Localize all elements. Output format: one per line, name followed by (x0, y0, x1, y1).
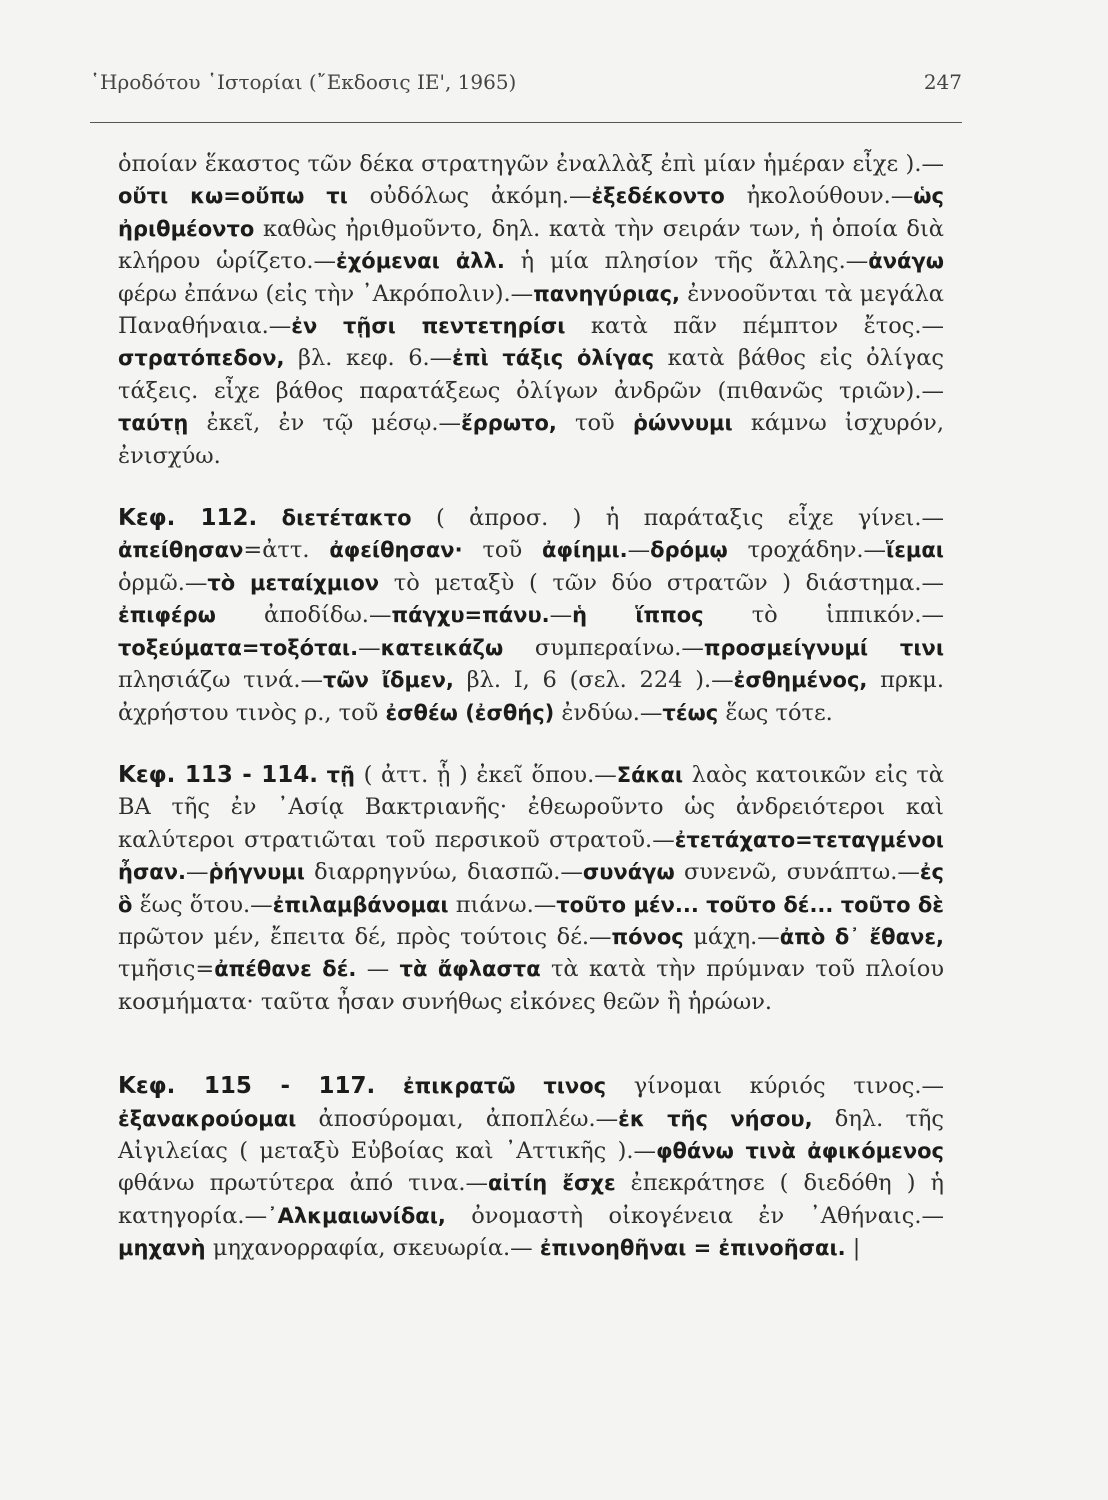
lemma: πόνος (611, 924, 684, 949)
lemma: ἐπιφέρω (118, 603, 216, 628)
lemma: μηχανὴ (118, 1236, 206, 1261)
text-run: γίνομαι κύριός τινος.— (606, 1073, 945, 1100)
text-run: πρῶτον μέν, ἔπειτα δέ, πρὸς τούτοις δέ.— (118, 923, 612, 950)
chapter-heading: Κεφ. 115 - 117. (118, 1073, 376, 1100)
paragraph-1 (118, 148, 944, 472)
lemma: οὔτι κω=οὔπω τι (118, 184, 348, 209)
text-run: τὰ κατὰ τὴν πρύμναν τοῦ πλοίου κοσμήματα· ταῦτα ἦσαν συνήθως εἰκόνες θεῶν ἢ ἡρώων. (118, 956, 944, 1015)
lemma: ἵεμαι (886, 538, 944, 563)
text-run: συμπεραίνω.— (503, 634, 704, 661)
text-run: τὸ ἱππικόν.— (703, 602, 944, 629)
lemma: ἔρρωτο, (461, 411, 557, 436)
text-run: φθάνω πρωτύτερα ἀπό τινα.— (118, 1170, 488, 1197)
text-run: μηχανορραφία, σκευωρία.— (205, 1235, 540, 1262)
lemma: ἡ ἵππος (572, 603, 704, 628)
lemma: ἀφείθησαν· (329, 538, 463, 563)
text-run: πλησιάζω τινά.— (118, 667, 323, 694)
lemma: φθάνω τινὰ ἀφικόμενος (656, 1138, 944, 1163)
lemma: αἰτίη ἔσχε (488, 1171, 616, 1196)
text-run: ὀνομαστὴ οἰκογένεια ἐν ᾿Αθήναις.— (445, 1202, 944, 1229)
lemma: τοῦτο μέν... τοῦτο δέ... τοῦτο δὲ (556, 892, 945, 917)
text-run: ἀποδίδω.— (215, 602, 392, 629)
lemma: ᾿Αλκμαιωνίδαι, (267, 1203, 446, 1228)
text-run: λαὸς κατοικῶν εἰς τὰ ΒΑ τῆς ἐν ᾿Ασίᾳ Βακτριανῆς· ἐθεωροῦντο ὡς ἀνδρειότεροι καὶ καλύτεροι στρατιῶται τοῦ περσικοῦ στρατοῦ.— (118, 761, 944, 853)
lemma: ἀπείθησαν (118, 538, 244, 563)
lemma: διετέτακτο (281, 506, 412, 531)
text-run: ἐπεκράτησε ( διεδόθη ) ἡ κατηγορία.— (118, 1170, 944, 1229)
text-run: φέρω ἐπάνω (εἰς τὴν ᾿Ακρόπολιν).— (118, 280, 534, 307)
lemma: ἐτετάχατο=τεταγμένοι ἦσαν. (118, 827, 944, 885)
lemma: στρατόπεδον, (118, 346, 285, 371)
text-run: =ἀττ. (243, 537, 330, 564)
chapter-heading: Κεφ. 113 - 114. (118, 761, 319, 788)
header-rule (90, 122, 962, 123)
lemma: ἐπιλαμβάνομαι (272, 892, 449, 917)
text-run: κάμνω ἰσχυρόν, ἐνισχύω. (118, 410, 945, 469)
text-run: ἀποσύρομαι, ἀποπλέω.— (296, 1105, 619, 1132)
text-run: οὐδόλως ἀκόμη.— (347, 183, 592, 210)
text-run: ὁρμῶ.— (118, 569, 208, 596)
paragraph-kef-115-117 (118, 1070, 944, 1264)
lemma: ἐν τῇσι πεντετηρίσι (291, 314, 566, 339)
lemma: δρόμῳ (650, 538, 728, 563)
text-run: δηλ. τῆς Αἰγιλείας ( μεταξὺ Εὐβοίας καὶ ᾿Αττικῆς ).— (118, 1105, 945, 1164)
lemma: τέως (662, 700, 719, 725)
lemma: προσμείγνυμί τινι (703, 635, 944, 660)
lemma: ἐκ τῆς νήσου, (618, 1106, 813, 1131)
lemma: πάγχυ=πάνυ. (391, 603, 550, 628)
lemma: ταύτῃ (118, 411, 189, 436)
text-run: καθὼς ἠριθμοῦντο, δηλ. κατὰ τὴν σειράν των, ἡ ὁποία διὰ κλήρου ὡρίζετο.— (118, 215, 944, 275)
lemma: τῇ (326, 762, 356, 787)
text-run: ἐννοοῦνται τὰ μεγάλα Παναθήναια.— (118, 280, 944, 340)
text-run: — (549, 602, 573, 629)
lemma: ἐσθέω (ἐσθής) (385, 700, 555, 725)
text-run: βλ. I, 6 (σελ. 224 ).— (453, 667, 734, 694)
text-run: — (186, 859, 209, 886)
text-run: τροχάδην.— (727, 537, 887, 564)
lemma: ἐς ὃ (118, 860, 944, 917)
lemma: ἐσθημένος, (733, 668, 868, 693)
text-run: ἡ μία πλησίον τῆς ἄλλης.— (504, 248, 869, 275)
commentary-body (118, 148, 944, 1265)
lemma: συνάγω (582, 860, 675, 885)
lemma: ἀφίημι. (542, 538, 628, 563)
lemma: τῶν ἴδμεν, (322, 668, 454, 693)
text-run: μάχη.— (683, 923, 780, 950)
text-run: ἠκολούθουν.— (724, 183, 914, 210)
text-run: βλ. κεφ. 6.— (284, 345, 453, 372)
text-run: — (358, 634, 381, 661)
lemma: πανηγύριας, (533, 281, 681, 306)
text-run: ( ἀπροσ. ) ἡ παράταξις εἶχε γίνει.— (411, 505, 944, 532)
lemma: τὰ ἄφλαστα (399, 957, 541, 982)
text-run: κατὰ πᾶν πέμπτον ἔτος.— (565, 313, 944, 340)
lemma: ὡς ἠριθμέοντο (118, 184, 944, 241)
page-number: 247 (923, 70, 962, 94)
lemma: ῥήγνυμι (208, 860, 305, 885)
lemma: ῥώννυμι (632, 411, 733, 436)
text-run: διαρρηγνύω, διασπῶ.— (304, 859, 583, 886)
text-run: κατὰ βάθος εἰς ὀλίγας τάξεις. εἶχε βάθος παρατάξεως ὀλίγων ἀνδρῶν (πιθανῶς τριῶν).— (118, 345, 944, 404)
header-title: ῾Ηροδότου ῾Ιστορίαι (῎Εκδοσις ΙΕ', 1965) (90, 70, 517, 94)
text-run: | (845, 1235, 861, 1262)
text-run: ἐνδύω.— (554, 699, 663, 726)
lemma: ἀνάγω (868, 249, 944, 274)
lemma: τὸ μεταίχμιον (207, 570, 380, 595)
lemma: ἐξανακρούομαι (118, 1106, 297, 1131)
lemma: ἐπινοηθῆναι = ἐπινοῆσαι. (539, 1236, 846, 1261)
text-run: τοῦ (556, 410, 633, 437)
text-run: συνενῶ, συνάπτω.— (674, 859, 920, 886)
text-run: τμῆσις= (118, 956, 215, 983)
running-header (90, 70, 962, 94)
text-run: — (356, 956, 400, 983)
lemma: Σάκαι (616, 762, 684, 787)
lemma: τοξεύματα=τοξόται. (118, 635, 359, 660)
text-run: ὁποίαν ἕκαστος τῶν δέκα στρατηγῶν ἐναλλὰξ ἐπὶ μίαν ἡμέραν εἶχε ).— (118, 151, 944, 177)
text-run: πρκμ. ἀχρήστου τινὸς ρ., τοῦ (118, 667, 944, 726)
text-run: τὸ μεταξὺ ( τῶν δύο στρατῶν ) διάστημα.— (379, 569, 944, 596)
lemma: ἐξεδέκοντο (591, 184, 725, 209)
lemma: ἐχόμεναι ἀλλ. (336, 249, 505, 274)
lemma: ἐπὶ τάξις ὀλίγας (452, 346, 655, 371)
lemma: κατεικάζω (380, 635, 504, 660)
paragraph-kef-112 (118, 502, 944, 729)
text-run: ἕως τότε. (718, 699, 833, 726)
text-run: τοῦ (462, 537, 543, 564)
lemma: ἀπέθανε δέ. (214, 957, 357, 982)
lemma: ἐπικρατῶ τινος (402, 1074, 607, 1099)
text-run: ἐκεῖ, ἐν τῷ μέσῳ.— (188, 410, 462, 437)
lemma: ἀπὸ δ᾿ ἔθανε, (779, 924, 944, 949)
text-run: ( ἀττ. ᾗ ) ἐκεῖ ὅπου.— (355, 761, 617, 788)
text-run: — (627, 537, 651, 564)
text-run: πιάνω.— (448, 891, 557, 918)
paragraph-kef-113-114 (118, 759, 944, 1018)
chapter-heading: Κεφ. 112. (118, 505, 258, 532)
text-run: ἕως ὅτου.— (132, 891, 273, 918)
